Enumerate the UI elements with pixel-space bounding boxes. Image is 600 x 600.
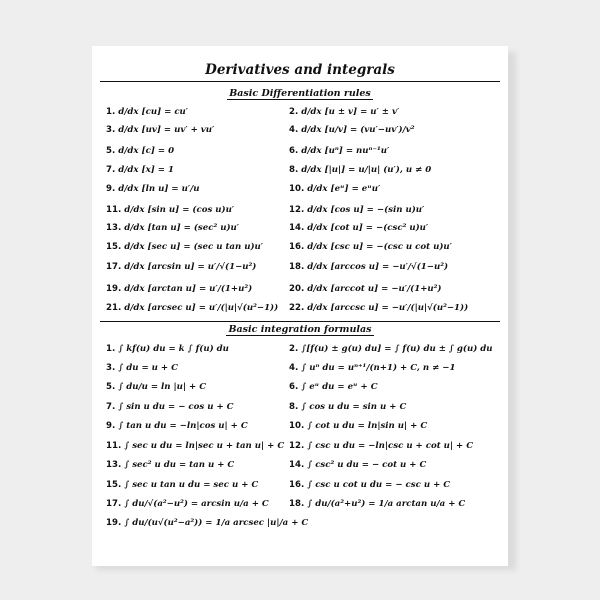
formula-number: 7. bbox=[106, 402, 116, 412]
differentiation-left-formula bbox=[106, 125, 214, 136]
formula-expression: d/dx [x] = 1 bbox=[118, 165, 174, 175]
formula-number: 14. bbox=[289, 223, 305, 233]
formula-expression: ∫ uⁿ du = uⁿ⁺¹/(n+1) + C, n ≠ −1 bbox=[301, 363, 456, 373]
differentiation-right-formula bbox=[289, 262, 448, 273]
formula-expression: d/dx [c] = 0 bbox=[118, 146, 175, 156]
formula-number: 1. bbox=[106, 344, 116, 354]
integration-right-formula bbox=[289, 402, 406, 413]
formula-number: 21. bbox=[106, 303, 122, 313]
formula-expression: d/dx [csc u] = −(csc u cot u)u′ bbox=[307, 242, 452, 252]
poster-title: Derivatives and integrals bbox=[205, 62, 395, 78]
differentiation-left-formula bbox=[106, 262, 256, 273]
integration-right-formula bbox=[289, 499, 465, 510]
formula-number: 11. bbox=[106, 205, 122, 215]
formula-number: 15. bbox=[106, 242, 122, 252]
formula-expression: d/dx [cos u] = −(sin u)u′ bbox=[307, 205, 425, 215]
formula-expression: ∫ sec² u du = tan u + C bbox=[124, 460, 235, 470]
formula-number: 1. bbox=[106, 107, 116, 117]
differentiation-right-formula bbox=[289, 107, 399, 118]
formula-number: 17. bbox=[106, 262, 122, 272]
formula-number: 18. bbox=[289, 262, 305, 272]
formula-expression: d/dx [cot u] = −(csc² u)u′ bbox=[307, 223, 429, 233]
integration-left-formula bbox=[106, 480, 258, 491]
formula-number: 9. bbox=[106, 421, 116, 431]
formula-expression: ∫ du/(a²+u²) = 1/a arctan u/a + C bbox=[307, 499, 466, 509]
formula-number: 15. bbox=[106, 480, 122, 490]
formula-expression: d/dx [sin u] = (cos u)u′ bbox=[124, 205, 235, 215]
title-rule bbox=[100, 81, 500, 82]
formula-expression: ∫ csc² u du = − cot u + C bbox=[307, 460, 427, 470]
integration-rule bbox=[100, 321, 500, 322]
formula-number: 5. bbox=[106, 146, 116, 156]
formula-expression: ∫ du = u + C bbox=[118, 363, 178, 373]
formula-number: 8. bbox=[289, 165, 299, 175]
integration-left-formula bbox=[106, 382, 206, 393]
formula-number: 12. bbox=[289, 441, 305, 451]
formula-number: 12. bbox=[289, 205, 305, 215]
integration-left-formula bbox=[106, 402, 234, 413]
integration-left-formula bbox=[106, 363, 178, 374]
formula-expression: d/dx [uv] = uv′ + vu′ bbox=[118, 125, 215, 135]
integration-left-formula bbox=[106, 460, 234, 471]
formula-number: 13. bbox=[106, 460, 122, 470]
poster bbox=[92, 46, 508, 566]
formula-number: 2. bbox=[289, 107, 299, 117]
formula-number: 4. bbox=[289, 125, 299, 135]
integration-heading: Basic integration formulas bbox=[228, 324, 372, 335]
differentiation-left-formula bbox=[106, 223, 239, 234]
formula-expression: ∫[f(u) ± g(u) du] = ∫ f(u) du ± ∫ g(u) du bbox=[301, 344, 493, 354]
formula-number: 5. bbox=[106, 382, 116, 392]
integration-right-formula bbox=[289, 460, 426, 471]
formula-number: 10. bbox=[289, 184, 305, 194]
differentiation-right-formula bbox=[289, 125, 414, 136]
differentiation-right-formula bbox=[289, 146, 389, 157]
formula-number: 16. bbox=[289, 480, 305, 490]
formula-number: 19. bbox=[106, 518, 122, 528]
formula-expression: ∫ cos u du = sin u + C bbox=[301, 402, 407, 412]
differentiation-right-formula bbox=[289, 184, 380, 195]
formula-expression: d/dx [uⁿ] = nuⁿ⁻¹u′ bbox=[301, 146, 390, 156]
formula-expression: d/dx [sec u] = (sec u tan u)u′ bbox=[124, 242, 264, 252]
formula-number: 10. bbox=[289, 421, 305, 431]
formula-expression: ∫ eᵘ du = eᵘ + C bbox=[301, 382, 378, 392]
formula-expression: d/dx [ln u] = u′/u bbox=[118, 184, 200, 194]
differentiation-left-formula bbox=[106, 146, 174, 157]
integration-right-formula bbox=[289, 480, 450, 491]
formula-expression: d/dx [eᵘ] = eᵘu′ bbox=[307, 184, 381, 194]
formula-number: 16. bbox=[289, 242, 305, 252]
integration-left-formula bbox=[106, 344, 229, 355]
formula-expression: d/dx [arccsc u] = −u′/(|u|√(u²−1)) bbox=[307, 303, 469, 313]
formula-expression: ∫ cot u du = ln|sin u| + C bbox=[307, 421, 428, 431]
differentiation-right-formula bbox=[289, 165, 431, 176]
formula-expression: ∫ sec u tan u du = sec u + C bbox=[124, 480, 259, 490]
formula-number: 18. bbox=[289, 499, 305, 509]
formula-expression: d/dx [u/v] = (vu′−uv′)/v² bbox=[301, 125, 415, 135]
formula-expression: ∫ sec u du = ln|sec u + tan u| + C bbox=[124, 441, 285, 451]
formula-expression: d/dx [arccos u] = −u′/√(1−u²) bbox=[307, 262, 449, 272]
integration-left-formula bbox=[106, 499, 269, 510]
integration-left-formula bbox=[106, 421, 248, 432]
formula-expression: ∫ sin u du = − cos u + C bbox=[118, 402, 234, 412]
formula-expression: d/dx [arctan u] = u′/(1+u²) bbox=[124, 284, 253, 294]
differentiation-left-formula bbox=[106, 184, 200, 195]
differentiation-right-formula bbox=[289, 223, 428, 234]
integration-right-formula bbox=[289, 382, 378, 393]
formula-expression: d/dx [arcsec u] = u′/(|u|√(u²−1)) bbox=[124, 303, 279, 313]
differentiation-left-formula bbox=[106, 107, 188, 118]
formula-expression: ∫ du/(u√(u²−a²)) = 1/a arcsec |u|/a + C bbox=[124, 518, 309, 528]
formula-number: 9. bbox=[106, 184, 116, 194]
formula-expression: ∫ kf(u) du = k ∫ f(u) du bbox=[118, 344, 229, 354]
formula-number: 2. bbox=[289, 344, 299, 354]
formula-number: 17. bbox=[106, 499, 122, 509]
integration-right-formula bbox=[289, 421, 427, 432]
formula-number: 8. bbox=[289, 402, 299, 412]
formula-number: 20. bbox=[289, 284, 305, 294]
formula-expression: d/dx [arcsin u] = u′/√(1−u²) bbox=[124, 262, 257, 272]
integration-right-formula bbox=[289, 363, 456, 374]
integration-right-formula bbox=[289, 344, 493, 355]
differentiation-left-formula bbox=[106, 284, 252, 295]
integration-left-formula bbox=[106, 518, 308, 529]
formula-expression: ∫ csc u cot u du = − csc u + C bbox=[307, 480, 451, 490]
formula-expression: d/dx [arccot u] = −u′/(1+u²) bbox=[307, 284, 442, 294]
formula-expression: d/dx [cu] = cu′ bbox=[118, 107, 189, 117]
formula-number: 7. bbox=[106, 165, 116, 175]
formula-number: 13. bbox=[106, 223, 122, 233]
differentiation-right-formula bbox=[289, 205, 424, 216]
formula-number: 22. bbox=[289, 303, 305, 313]
integration-left-formula bbox=[106, 441, 284, 452]
formula-expression: d/dx [|u|] = u/|u| (u′), u ≠ 0 bbox=[301, 165, 432, 175]
formula-number: 6. bbox=[289, 146, 299, 156]
differentiation-left-formula bbox=[106, 165, 174, 176]
formula-number: 14. bbox=[289, 460, 305, 470]
differentiation-right-formula bbox=[289, 303, 468, 314]
differentiation-left-formula bbox=[106, 303, 278, 314]
formula-number: 6. bbox=[289, 382, 299, 392]
formula-number: 11. bbox=[106, 441, 122, 451]
formula-expression: ∫ du/√(a²−u²) = arcsin u/a + C bbox=[124, 499, 269, 509]
differentiation-right-formula bbox=[289, 242, 452, 253]
formula-expression: ∫ csc u du = −ln|csc u + cot u| + C bbox=[307, 441, 474, 451]
integration-right-formula bbox=[289, 441, 473, 452]
differentiation-heading: Basic Differentiation rules bbox=[229, 88, 371, 99]
differentiation-left-formula bbox=[106, 242, 263, 253]
formula-expression: ∫ tan u du = −ln|cos u| + C bbox=[118, 421, 248, 431]
formula-expression: d/dx [tan u] = (sec² u)u′ bbox=[124, 223, 240, 233]
differentiation-right-formula bbox=[289, 284, 442, 295]
formula-number: 3. bbox=[106, 363, 116, 373]
differentiation-left-formula bbox=[106, 205, 234, 216]
formula-expression: d/dx [u ± v] = u′ ± v′ bbox=[301, 107, 400, 117]
formula-number: 4. bbox=[289, 363, 299, 373]
formula-expression: ∫ du/u = ln |u| + C bbox=[118, 382, 207, 392]
formula-number: 3. bbox=[106, 125, 116, 135]
formula-number: 19. bbox=[106, 284, 122, 294]
